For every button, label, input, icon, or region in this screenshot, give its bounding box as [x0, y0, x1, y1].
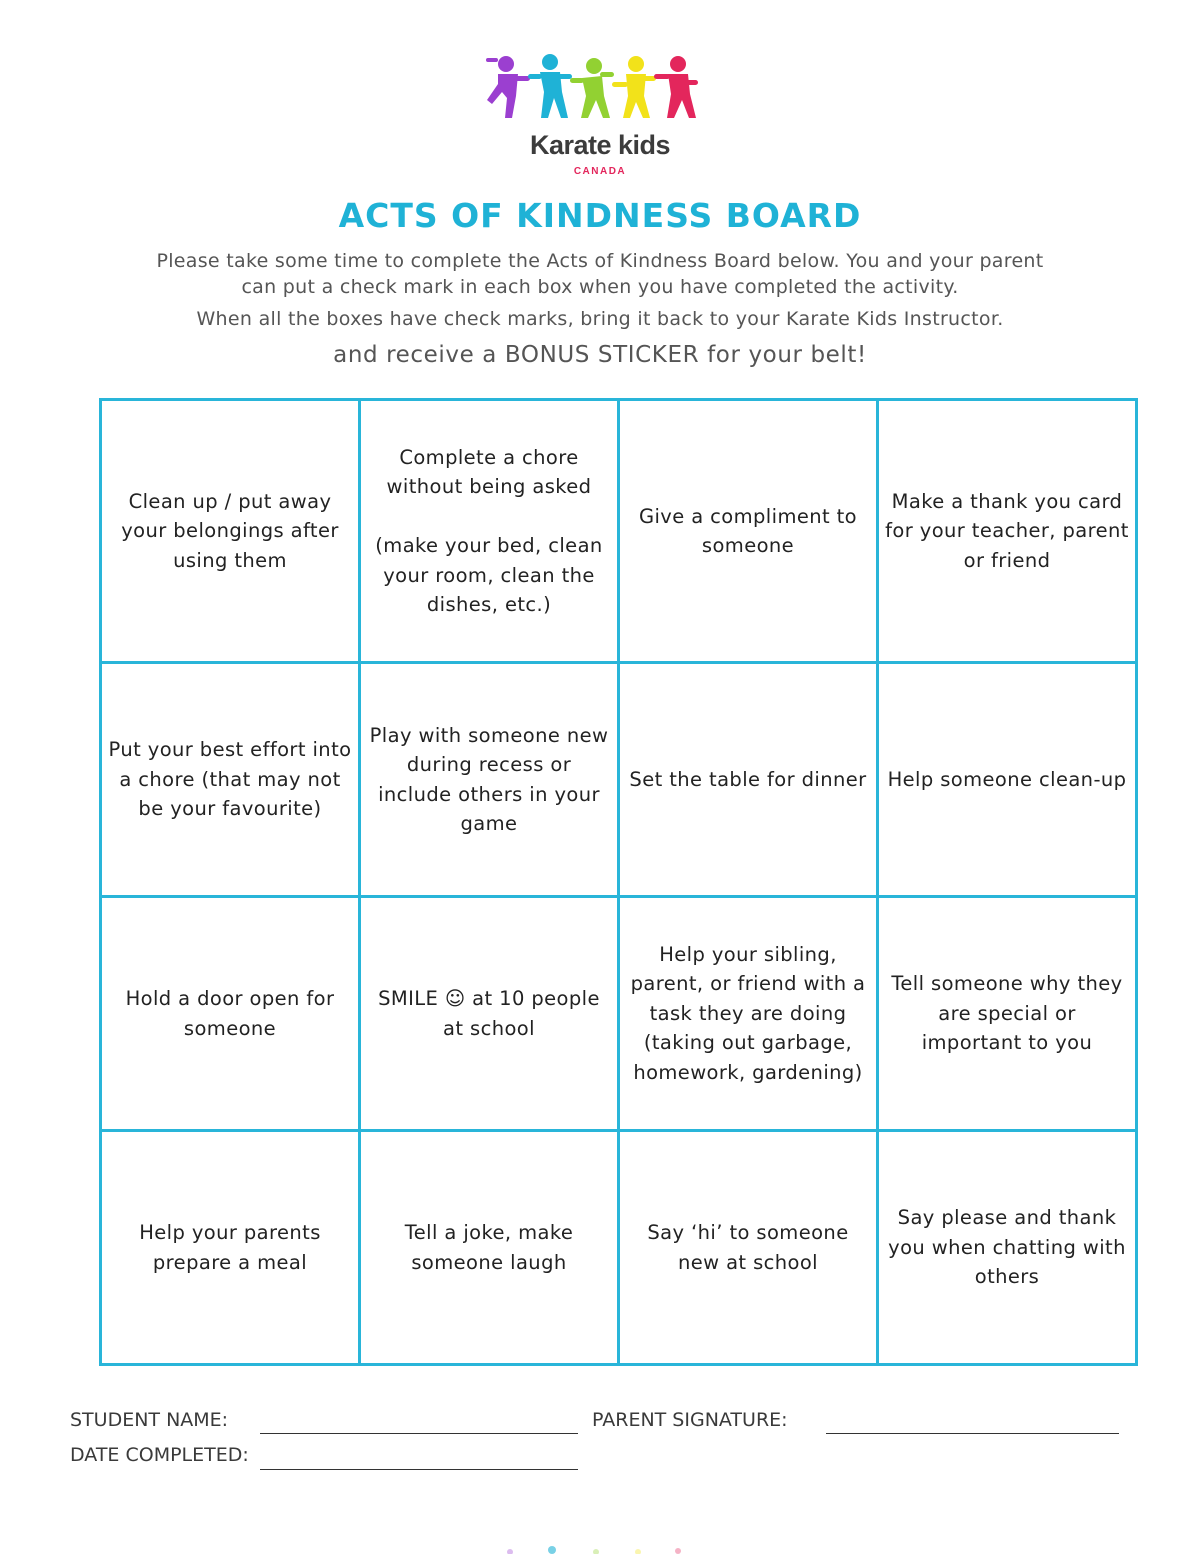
karate-kids-logo	[0, 52, 1200, 182]
board-cell[interactable]: Tell someone why they are special or important to you	[878, 897, 1137, 1131]
board-cell[interactable]: Say ‘hi’ to someone new at school	[619, 1131, 878, 1365]
date-completed-label: DATE COMPLETED:	[70, 1444, 249, 1466]
instructions	[70, 248, 1130, 368]
bonus-sticker-line: and receive a BONUS STICKER for your belt!	[333, 342, 867, 368]
board-row	[101, 1131, 1137, 1365]
board-row	[101, 663, 1137, 897]
logo-subtitle: CANADA	[573, 166, 627, 177]
board-cell[interactable]: Clean up / put away your belongings after using them	[101, 400, 360, 663]
karate-figures-icon	[484, 52, 698, 122]
instructions-line-3: When all the boxes have check marks, bring it back to your Karate Kids Instructor.	[196, 308, 1004, 330]
student-name-field[interactable]	[260, 1433, 578, 1434]
parent-signature-field[interactable]	[826, 1433, 1119, 1434]
board-cell[interactable]: Help your sibling, parent, or friend with a task they are doing (taking out garbage, homework, gardening)	[619, 897, 878, 1131]
page-title: ACTS OF KINDNESS BOARD	[338, 196, 862, 235]
date-completed-field[interactable]	[260, 1469, 578, 1470]
board-cell[interactable]: Make a thank you card for your teacher, parent or friend	[878, 400, 1137, 663]
board-cell[interactable]: Give a compliment to someone	[619, 400, 878, 663]
student-name-label: STUDENT NAME:	[70, 1409, 229, 1431]
board-row	[101, 897, 1137, 1131]
instructions-line-1: Please take some time to complete the Acts of Kindness Board below. You and your parent	[156, 250, 1044, 272]
logo-wordmark: Karate kids	[529, 130, 671, 160]
instructions-line-2: can put a check mark in each box when you have completed the activity.	[241, 276, 959, 298]
parent-signature-label: PARENT SIGNATURE:	[592, 1409, 788, 1431]
board-cell[interactable]: Say please and thank you when chatting with others	[878, 1131, 1137, 1365]
board-cell[interactable]: Set the table for dinner	[619, 663, 878, 897]
kindness-board-grid	[99, 398, 1138, 1366]
board-row	[101, 400, 1137, 663]
board-cell[interactable]: Help someone clean-up	[878, 663, 1137, 897]
board-cell[interactable]: SMILE ☺ at 10 people at school	[360, 897, 619, 1131]
board-cell[interactable]: Tell a joke, make someone laugh	[360, 1131, 619, 1365]
board-cell[interactable]: Play with someone new during recess or include others in your game	[360, 663, 619, 897]
board-cell[interactable]: Put your best effort into a chore (that may not be your favourite)	[101, 663, 360, 897]
board-cell[interactable]: Complete a chore without being asked (make your bed, clean your room, clean the dishes, etc.)	[360, 400, 619, 663]
board-cell[interactable]: Hold a door open for someone	[101, 897, 360, 1131]
board-cell[interactable]: Help your parents prepare a meal	[101, 1131, 360, 1365]
